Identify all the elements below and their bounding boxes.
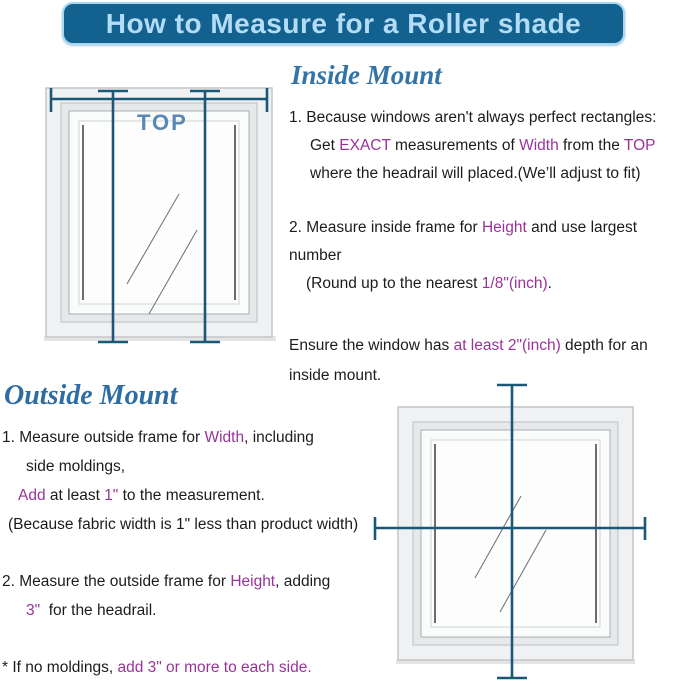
inside-mount-item2	[289, 214, 679, 298]
text-segment: 2. Measure inside frame for	[289, 219, 482, 236]
window-frame	[396, 407, 635, 664]
outside-mount-section	[2, 380, 368, 683]
highlight-text: Width	[204, 429, 245, 446]
text-line	[26, 596, 368, 625]
text-segment: Ensure the window has	[289, 337, 454, 354]
highlight-text: Width	[519, 137, 559, 154]
text-segment: from the	[558, 137, 624, 154]
banner-title	[62, 2, 625, 45]
text-line	[289, 214, 679, 270]
text-segment: , including	[244, 429, 314, 446]
text-line	[2, 567, 368, 596]
text-line	[310, 132, 679, 160]
highlight-text: Add	[18, 487, 46, 504]
text-segment: to the measurement.	[118, 487, 265, 504]
outside-mount-item2	[2, 567, 368, 625]
text-segment: measurements of	[390, 137, 520, 154]
text-segment: inside mount.	[289, 367, 382, 384]
text-segment: and use largest number	[289, 219, 642, 264]
text-segment: , adding	[275, 573, 331, 590]
highlight-text: 3"	[26, 602, 41, 619]
text-segment: 1. Measure outside frame for	[2, 429, 205, 446]
text-line	[289, 104, 679, 132]
highlight-text: add 3" or more to each side.	[117, 659, 312, 676]
text-segment: at least	[45, 487, 105, 504]
text-segment: .	[547, 275, 552, 292]
text-segment: * If no moldings,	[2, 659, 118, 676]
outside-mount-heading: Outside Mount	[4, 380, 178, 411]
outside-mount-item1	[2, 423, 368, 539]
window-top-label: TOP	[137, 110, 188, 135]
outside-mount-window-illustration	[363, 378, 657, 685]
banner-title-text: How to Measure for a Roller shade	[105, 7, 582, 39]
text-segment: side moldings,	[26, 458, 126, 475]
text-line	[289, 331, 679, 361]
highlight-text: TOP	[623, 137, 656, 154]
text-line	[310, 160, 679, 188]
text-segment: Get	[310, 137, 340, 154]
inside-mount-item1	[289, 104, 679, 188]
text-line	[8, 510, 368, 539]
inside-mount-section	[289, 60, 679, 391]
text-line	[26, 452, 368, 481]
inside-mount-heading: Inside Mount	[291, 60, 442, 90]
text-line	[18, 481, 368, 510]
outside-mount-moldings-note	[2, 653, 368, 683]
text-segment: depth for an	[560, 337, 648, 354]
text-line	[306, 270, 679, 298]
highlight-text: at least 2"(inch)	[453, 337, 561, 354]
highlight-text: 1/8"(inch)	[481, 275, 548, 292]
text-line	[2, 423, 368, 452]
text-segment: where the headrail will placed.(We’ll adjust to fit)	[310, 165, 641, 182]
text-segment: 2. Measure the outside frame for	[2, 573, 231, 590]
text-segment: (Because fabric width is 1" less than product width)	[8, 516, 359, 533]
highlight-text: 1"	[104, 487, 119, 504]
highlight-text: Height	[230, 573, 276, 590]
highlight-text: Height	[481, 219, 527, 236]
text-line	[2, 653, 368, 683]
text-segment: 1. Because windows aren't always perfect rectangles:	[289, 109, 657, 126]
text-segment: for the headrail.	[40, 602, 157, 619]
text-segment: (Round up to the nearest	[306, 275, 482, 292]
highlight-text: EXACT	[339, 137, 391, 154]
